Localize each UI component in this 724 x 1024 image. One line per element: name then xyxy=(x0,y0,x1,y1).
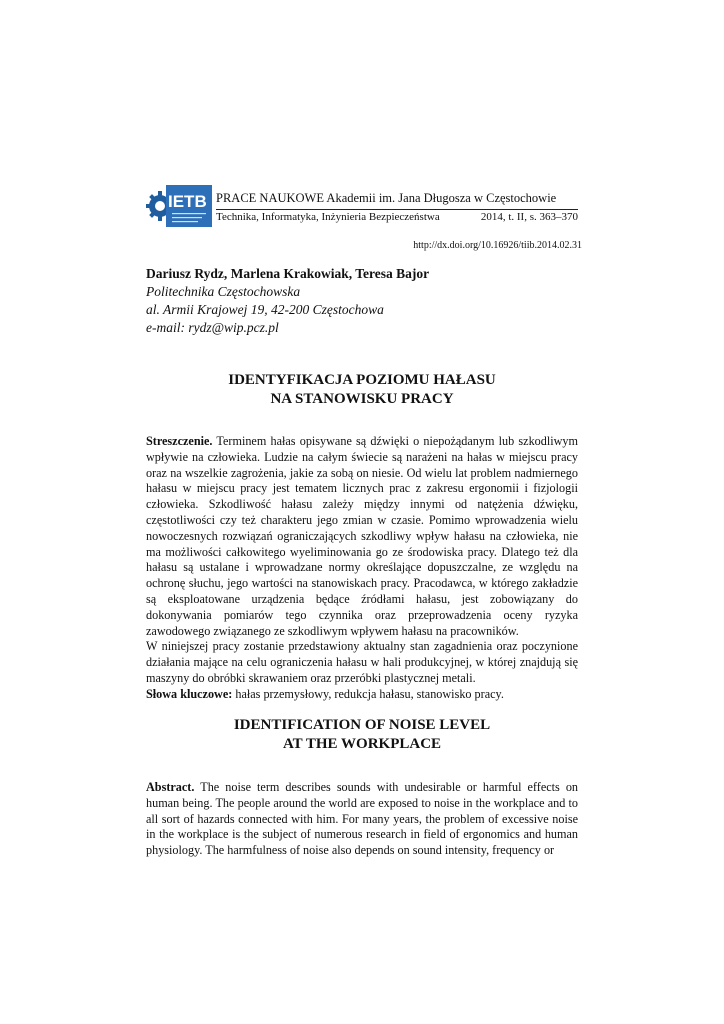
logo-text: IETB xyxy=(168,192,207,211)
abstract-polish-text-1: Terminem hałas opisywane są dźwięki o niepożądanym lub szkodliwym wpływie na człowieka. Ludzie na całym świecie są narażeni na hałas w miejscu pracy oraz na wszelkie zagrożenia, jakie za sobą on niesie. Od wielu lat problem nadmiernego hałasu w miejscu pracy jest tematem licznych prac z zakresu ergonomii i fizjologii człowieka. Szkodliwość hałasu zależy między innymi od natężenia dźwięku, częstotliwości czy też charakteru jego zmian w czasie. Pomimo wprowadzenia wielu nowoczesnych rozwiązań ograniczających szkodliwy wpływ hałasu na człowieka, nie ma możliwości całkowitego wyeliminowania go ze środowiska pracy. Dlatego też dla hałasu są ustalane i wprowadzane normy określające dopuszczalne, ze względu na ochronę słuchu, jego wartości na stanowiskach pracy. Pracodawca, w którego zakładzie są eksploatowane urządzenia będące źródłami hałasu, jest zobowiązany do dokonywania pomiarów tego czynnika oraz przeprowadzenia oceny ryzyka zawodowego związanego ze szkodliwym wpływem hałasu na pracowników. xyxy=(146,434,578,638)
abstract-polish xyxy=(146,434,578,703)
title-english-line1: IDENTIFICATION OF NOISE LEVEL xyxy=(233,717,491,733)
abstract-english xyxy=(146,780,578,859)
header-divider xyxy=(216,209,578,210)
abstract-polish-paragraph-1 xyxy=(146,434,578,639)
authors-block xyxy=(146,265,429,337)
journal-name: PRACE NAUKOWE Akademii im. Jana Długosza w Częstochowie xyxy=(216,191,557,205)
title-polish xyxy=(146,371,578,409)
author-affiliation: Politechnika Częstochowska xyxy=(146,284,301,299)
doi-link[interactable]: http://dx.doi.org/10.16926/tiib.2014.02.31 xyxy=(413,240,582,251)
title-polish-line2: NA STANOWISKU PRACY xyxy=(270,391,454,407)
title-english xyxy=(146,716,578,754)
author-names: Dariusz Rydz, Marlena Krakowiak, Teresa Bajor xyxy=(146,266,430,281)
title-polish-line1: IDENTYFIKACJA POZIOMU HAŁASU xyxy=(228,372,496,388)
abstract-polish-paragraph-2: W niniejszej pracy zostanie przedstawiony aktualny stan zagadnienia oraz poczynione działania mające na celu ograniczenia hałasu w hali produkcyjnej, w której znajdują się maszyny do obróbki skrawaniem oraz przeróbki plastycznej metali. xyxy=(146,639,578,685)
abstract-english-paragraph-1 xyxy=(146,780,578,859)
abstract-english-label: Abstract. xyxy=(146,780,195,794)
author-address: al. Armii Krajowej 19, 42-200 Częstochowa xyxy=(146,302,384,317)
title-english-line2: AT THE WORKPLACE xyxy=(282,736,442,752)
keywords-text: hałas przemysłowy, redukcja hałasu, stanowisko pracy. xyxy=(235,686,504,701)
journal-series: Technika, Informatyka, Inżynieria Bezpieczeństwa xyxy=(216,211,440,223)
ietb-logo xyxy=(146,183,212,229)
author-email[interactable]: e-mail: rydz@wip.pcz.pl xyxy=(146,320,279,335)
keywords-label: Słowa kluczowe: xyxy=(146,686,233,701)
abstract-polish-label: Streszczenie. xyxy=(146,434,213,448)
keywords-paragraph xyxy=(146,687,578,703)
journal-series-line xyxy=(216,211,578,223)
abstract-english-text-1: The noise term describes sounds with undesirable or harmful effects on human being. The people around the world are exposed to noise in the workplace and to all sort of hazards connected with him. For many years, the problem of excessive noise in the workplace is the subject of numerous research in field of ergonomics and human physiology. The harmfulness of noise also depends on sound intensity, frequency or xyxy=(146,780,579,858)
journal-volume-pages: 2014, t. II, s. 363–370 xyxy=(480,211,578,223)
